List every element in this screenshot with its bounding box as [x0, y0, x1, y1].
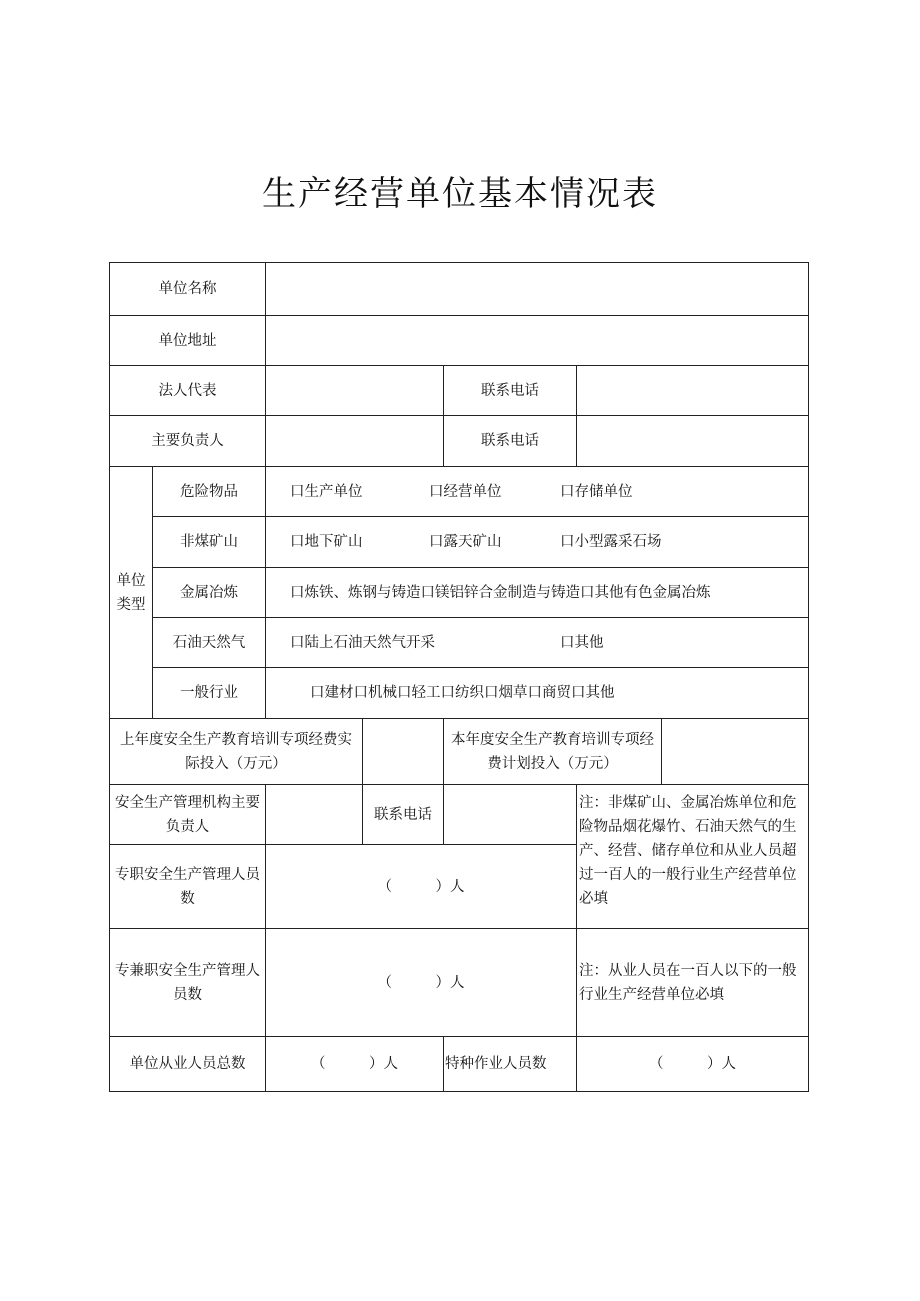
non-coal-mine-label: 非煤矿山 [153, 517, 266, 568]
mine-option-underground[interactable]: 口地下矿山 [290, 534, 363, 550]
petroleum-label: 石油天然气 [153, 618, 266, 668]
general-industry-label: 一般行业 [153, 668, 266, 719]
training-this-year-label: 本年度安全生产教育培训专项经费计划投入（万元） [444, 719, 662, 785]
principal-field[interactable] [266, 416, 444, 467]
legal-rep-field[interactable] [266, 366, 444, 416]
mine-option-open-pit[interactable]: 口露天矿山 [429, 534, 502, 550]
page-title: 生产经营单位基本情况表 [262, 174, 658, 214]
note-required-small: 注：从业人员在一百人以下的一般行业生产经营单位必填 [577, 929, 809, 1037]
fulltime-staff-count[interactable]: （ ）人 [266, 845, 577, 929]
safety-head-phone-label: 联系电话 [363, 785, 444, 845]
hazardous-options [266, 467, 809, 517]
fulltime-staff-label: 专职安全生产管理人员数 [110, 845, 266, 929]
parttime-staff-count[interactable]: （ ）人 [266, 929, 577, 1037]
hazardous-option-production[interactable]: 口生产单位 [290, 483, 363, 500]
hazardous-option-operation[interactable]: 口经营单位 [429, 483, 502, 500]
metallurgy-label: 金属冶炼 [153, 568, 266, 618]
special-staff-label: 特种作业人员数 [444, 1037, 577, 1092]
note-required-large: 注：非煤矿山、金属冶炼单位和危险物品烟花爆竹、石油天然气的生产、经营、储存单位和从业人员超过一百人的一般行业生产经营单位必填 [577, 785, 809, 929]
general-industry-options-text[interactable]: 口建材口机械口轻工口纺织口烟草口商贸口其他 [310, 685, 615, 701]
legal-rep-label: 法人代表 [110, 366, 266, 416]
petroleum-options [266, 618, 809, 668]
unit-type-label: 单位类型 [110, 467, 153, 719]
safety-head-field[interactable] [266, 785, 363, 845]
info-table [109, 262, 809, 1092]
principal-phone-field[interactable] [577, 416, 809, 467]
mine-option-small-quarry[interactable]: 口小型露采石场 [560, 534, 662, 550]
legal-rep-phone-field[interactable] [577, 366, 809, 416]
training-this-year-field[interactable] [662, 719, 809, 785]
safety-head-label: 安全生产管理机构主要负责人 [110, 785, 266, 845]
principal-label: 主要负责人 [110, 416, 266, 467]
metallurgy-options-text[interactable]: 口炼铁、炼钢与铸造口镁铝锌合金制造与铸造口其他有色金属冶炼 [290, 584, 711, 601]
training-last-year-field[interactable] [363, 719, 444, 785]
unit-address-label: 单位地址 [110, 316, 266, 366]
general-industry-options [266, 668, 809, 719]
petroleum-option-onshore[interactable]: 口陆上石油天然气开采 [290, 634, 435, 651]
total-staff-label: 单位从业人员总数 [110, 1037, 266, 1092]
metallurgy-options [266, 568, 809, 618]
special-staff-count[interactable]: （ ）人 [577, 1037, 809, 1092]
hazardous-label: 危险物品 [153, 467, 266, 517]
non-coal-mine-options [266, 517, 809, 568]
unit-address-field[interactable] [266, 316, 809, 366]
legal-rep-phone-label: 联系电话 [444, 366, 577, 416]
training-last-year-label: 上年度安全生产教育培训专项经费实际投入（万元） [110, 719, 363, 785]
safety-head-phone-field[interactable] [444, 785, 577, 845]
total-staff-count[interactable]: （ ）人 [266, 1037, 444, 1092]
unit-name-label: 单位名称 [110, 263, 266, 316]
hazardous-option-storage[interactable]: 口存储单位 [560, 483, 633, 500]
petroleum-option-other[interactable]: 口其他 [560, 634, 604, 651]
parttime-staff-label: 专兼职安全生产管理人员数 [110, 929, 266, 1037]
principal-phone-label: 联系电话 [444, 416, 577, 467]
unit-name-field[interactable] [266, 263, 809, 316]
